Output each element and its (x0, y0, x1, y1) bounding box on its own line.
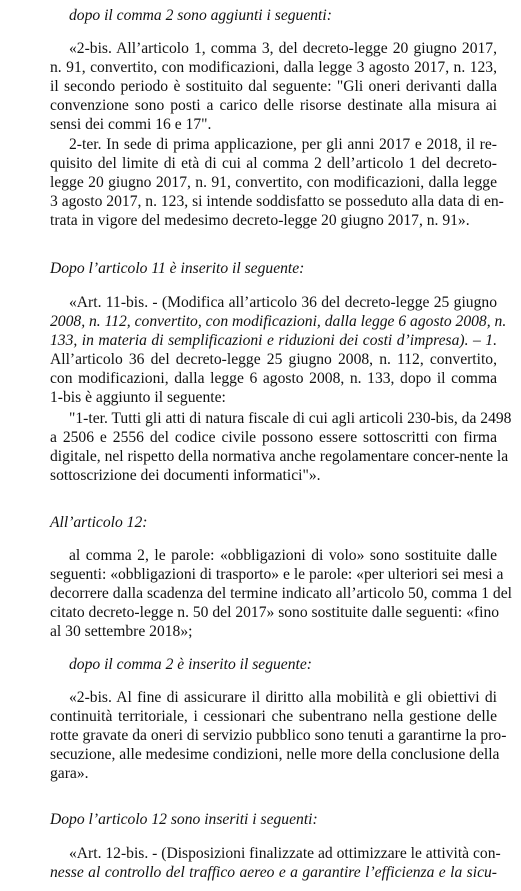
paragraph-1-ter (50, 409, 512, 485)
paragraph-line: a 2506 e 2556 del codice civile possono essere sottoscritti con firma (50, 429, 497, 446)
paragraph-line: n. 91, convertito, con modificazioni, dalla legge 3 agosto 2017, n. 123, (50, 59, 497, 76)
paragraph-line: nesse al controllo del traffico aereo e a garantire l’efficienza e la sicu- (50, 864, 497, 881)
paragraph-2-bis (50, 39, 497, 134)
paragraph-2-bis-mobilita (50, 688, 507, 783)
paragraph-line: citato decreto-legge n. 50 del 2017» sono sostituite dalle seguenti: «fino (50, 604, 500, 621)
paragraph-line: 1-bis è aggiunto il seguente: (50, 389, 226, 406)
instruction-heading-comma-2: dopo il comma 2 sono aggiunti i seguenti: (69, 7, 332, 24)
paragraph-line: convenzione sono posti a carico delle risorse destinate alla misura ai (50, 97, 497, 114)
paragraph-line: gara». (50, 765, 89, 782)
paragraph-line: secuzione, alle medesime condizioni, nelle more della conclusione della (50, 746, 500, 763)
paragraph-line: "1-ter. Tutti gli atti di natura fiscale di cui agli articoli 230-bis, da 2498 (69, 410, 512, 427)
paragraph-line: quisito del limite di età di cui al comma 2 dell’articolo 1 del decreto- (50, 155, 497, 172)
paragraph-line: «Art. 12-bis. - (Disposizioni finalizzate ad ottimizzare le attività con- (69, 845, 501, 862)
paragraph-line: con modificazioni, dalla legge 6 agosto 2008, n. 133, dopo il comma (50, 370, 497, 387)
paragraph-line: trata in vigore del medesimo decreto-legge 20 giugno 2017, n. 91». (50, 212, 470, 229)
paragraph-art-12-bis (50, 844, 501, 882)
instruction-heading-articolo-11: Dopo l’articolo 11 è inserito il seguente: (50, 260, 305, 277)
paragraph-2-ter (50, 135, 504, 230)
paragraph-line: «Art. 11-bis. - (Modifica all’articolo 36 del decreto-legge 25 giugno (69, 294, 497, 311)
paragraph-line: decorrere dalla scadenza del termine indicato all’articolo 50, comma 1 del (50, 585, 512, 602)
paragraph-line: seguenti: «obbligazioni di trasporto» e le parole: «per ulteriori sei mesi a (50, 566, 504, 583)
paragraph-art-11-bis (50, 293, 507, 407)
paragraph-line: digitale, nel rispetto della normativa anche regolamentare concer-nente la (50, 448, 509, 465)
paragraph-line: sensi dei commi 16 e 17". (50, 116, 212, 133)
paragraph-line: al 30 settembre 2018»; (50, 623, 193, 640)
paragraph-line: 2-ter. In sede di prima applicazione, per gli anni 2017 e 2018, il re- (69, 136, 497, 153)
paragraph-line: al comma 2, le parole: «obbligazioni di volo» sono sostituite dalle (69, 547, 497, 564)
paragraph-line: 2008, n. 112, convertito, con modificazioni, dalla legge 6 agosto 2008, n. (50, 313, 507, 330)
instruction-heading-dopo-articolo-12: Dopo l’articolo 12 sono inseriti i seguenti: (50, 811, 318, 828)
paragraph-line: il secondo periodo è sostituito dal seguente: "Gli oneri derivanti dalla (50, 78, 497, 95)
paragraph-line: «2-bis. All’articolo 1, comma 3, del decreto-legge 20 giugno 2017, (69, 40, 497, 57)
paragraph-comma-2-parole (50, 546, 512, 641)
paragraph-line: sottoscrizione dei documenti informatici"». (50, 467, 321, 484)
paragraph-line: 3 agosto 2017, n. 123, si intende soddisfatto se posseduto alla data di en- (50, 193, 504, 210)
instruction-heading-comma-2-inserito: dopo il comma 2 è inserito il seguente: (69, 656, 312, 673)
paragraph-line: 133, in materia di semplificazioni e riduzioni dei costi d’impresa). – 1. (50, 332, 497, 349)
paragraph-line: All’articolo 36 del decreto-legge 25 giugno 2008, n. 112, convertito, (50, 351, 497, 368)
instruction-heading-articolo-12: All’articolo 12: (50, 514, 148, 531)
paragraph-line: legge 20 giugno 2017, n. 91, convertito, con modificazioni, dalla legge (50, 174, 497, 191)
paragraph-line: rotte gravate da oneri di servizio pubblico sono tenuti a garantirne la pro- (50, 727, 507, 744)
paragraph-line: «2-bis. Al fine di assicurare il diritto alla mobilità e gli obiettivi di (69, 689, 497, 706)
paragraph-line: continuità territoriale, i cessionari che subentrano nella gestione delle (50, 708, 497, 725)
